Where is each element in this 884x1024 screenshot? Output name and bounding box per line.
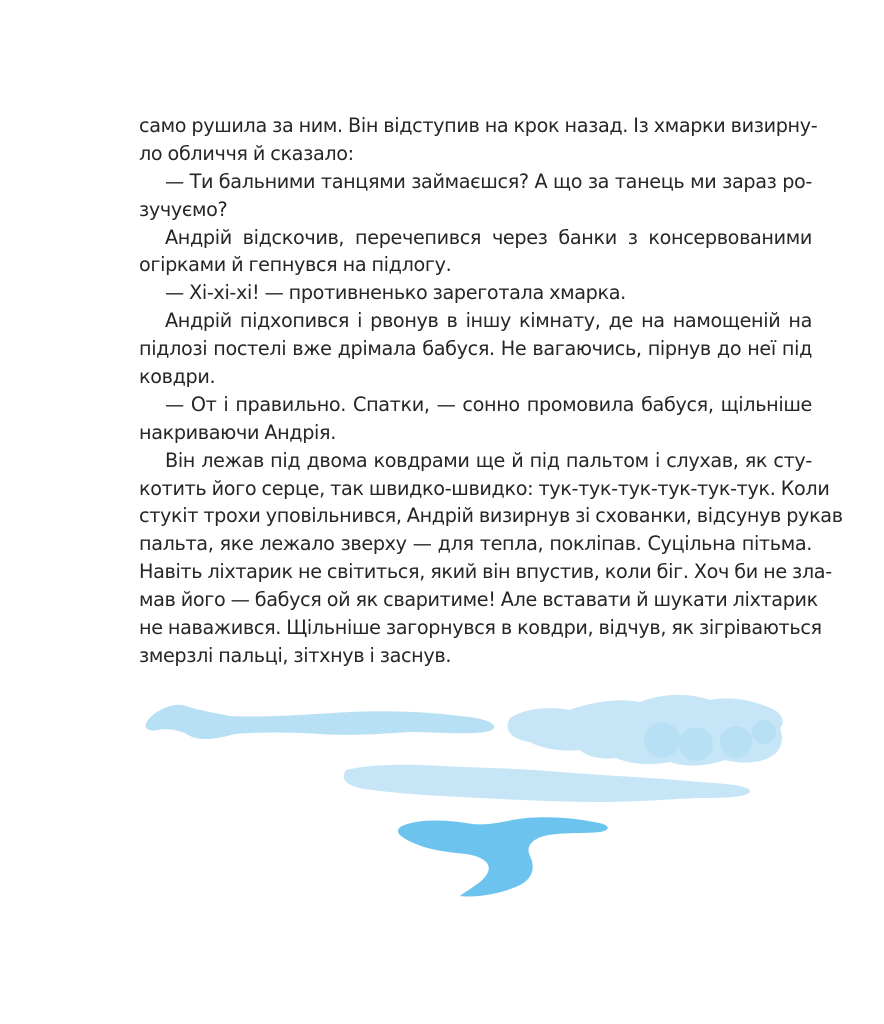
text-line: Андрій підхопився і рвонув в іншу кімнату, де на намощеній на [165, 309, 812, 333]
text-line: огірками й гепнувся на підлогу. [139, 253, 452, 277]
text-line: котить його серце, так швидко-швидко: тук-тук-тук-тук-тук-тук. Коли [139, 476, 830, 500]
cloud-curl [679, 727, 713, 761]
cloud-streak-top [146, 705, 495, 739]
cloud-streak-middle [344, 765, 750, 802]
text-line: Він лежав під двома ковдрами ще й під пальтом і слухав, як сту- [165, 448, 812, 472]
text-line: змерзлі пальці, зітхнув і заснув. [139, 643, 452, 667]
text-line: Навіть ліхтарик не світиться, який він впустив, коли біг. Хоч би не зла- [139, 560, 832, 584]
cloud-curl [720, 726, 752, 758]
cloud-illustration-icon [140, 688, 790, 903]
text-line: — Хі-хі-хі! — противненько зареготала хмарка. [165, 281, 626, 305]
text-line: стукіт трохи уповільнився, Андрій визирнув зі схованки, відсунув рукав [139, 504, 843, 528]
text-line: само рушила за ним. Він відступив на крок назад. Із хмарки визирну- [139, 114, 818, 137]
text-line: ковдри. [139, 365, 216, 389]
cloud-curl [644, 722, 680, 758]
text-line: мав його — бабуся ой як сваритиме! Але вставати й шукати ліхтарик [139, 588, 818, 612]
text-line: — Ти бальними танцями займаєшся? А що за танець ми зараз ро- [165, 169, 812, 193]
text-line: ло обличчя й сказало: [139, 141, 354, 165]
text-line: не наважився. Щільніше загорнувся в ковдри, відчув, як зігріваються [139, 616, 822, 640]
cloud-curl [752, 720, 776, 744]
story-text [139, 112, 843, 670]
cloud-swirl-bottom [398, 817, 608, 896]
text-line: — От і правильно. Спатки, — сонно промовила бабуся, щільніше [165, 392, 812, 416]
text-line: накриваючи Андрія. [139, 420, 336, 444]
text-line: зучуємо? [139, 197, 228, 221]
text-line: пальта, яке лежало зверху — для тепла, покліпав. Суцільна пітьма. [139, 532, 812, 556]
text-line: підлозі постелі вже дрімала бабуся. Не вагаючись, пірнув до неї під [139, 337, 812, 361]
text-line: Андрій відскочив, перечепився через банки з консервованими [165, 225, 812, 249]
